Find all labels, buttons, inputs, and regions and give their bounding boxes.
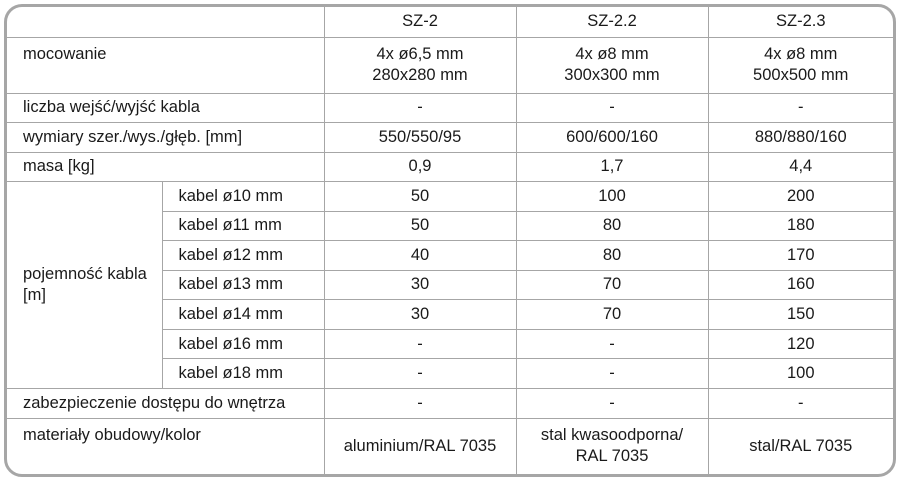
table-cell: 70 (516, 270, 708, 300)
row-label-masa: masa [kg] (7, 152, 324, 182)
table-cell: 100 (516, 182, 708, 212)
table-cell (708, 37, 893, 93)
sub-row-label: kabel ø11 mm (162, 211, 324, 241)
sub-row-label: kabel ø10 mm (162, 182, 324, 212)
table-row (7, 388, 893, 418)
sub-row-label: kabel ø13 mm (162, 270, 324, 300)
table-cell: 150 (708, 300, 893, 330)
table-row (7, 37, 893, 93)
table-cell: 1,7 (516, 152, 708, 182)
sub-row-label: kabel ø16 mm (162, 329, 324, 359)
table-cell (324, 37, 516, 93)
table-row (7, 93, 893, 123)
table-cell: 80 (516, 241, 708, 271)
row-label-materialy: materiały obudowy/kolor (7, 418, 324, 474)
cell-line: stal/RAL 7035 (749, 436, 853, 455)
table-cell: - (324, 329, 516, 359)
table-row (7, 152, 893, 182)
table-cell: 50 (324, 211, 516, 241)
spec-table-frame (4, 4, 896, 477)
cell-line: 4x ø8 mm (575, 45, 649, 63)
header-row (7, 7, 893, 37)
table-cell: 120 (708, 329, 893, 359)
cell-line: 280x280 mm (372, 66, 468, 84)
table-cell: - (516, 329, 708, 359)
cell-line: aluminium/RAL 7035 (343, 436, 497, 455)
table-cell: - (516, 93, 708, 123)
table-cell: - (516, 359, 708, 389)
pojemnosc-label-line2: [m] (23, 285, 46, 304)
column-header-sz-2-3: SZ-2.3 (708, 7, 893, 37)
table-cell: 100 (708, 359, 893, 389)
sub-row-label: kabel ø12 mm (162, 241, 324, 271)
table-cell: 40 (324, 241, 516, 271)
table-cell: 70 (516, 300, 708, 330)
table-cell: 200 (708, 182, 893, 212)
pojemnosc-label-line1: pojemność kabla (23, 264, 147, 283)
cell-line: 300x300 mm (564, 66, 660, 84)
spec-table (7, 7, 893, 474)
row-label-zabezpieczenie: zabezpieczenie dostępu do wnętrza (7, 388, 324, 418)
table-row (7, 123, 893, 153)
table-cell: 160 (708, 270, 893, 300)
row-label-mocowanie: mocowanie (7, 37, 324, 93)
column-header-sz-2-2: SZ-2.2 (516, 7, 708, 37)
table-cell: - (516, 388, 708, 418)
cell-line: RAL 7035 (575, 447, 649, 466)
table-cell: - (708, 93, 893, 123)
table-cell: - (324, 388, 516, 418)
table-row (7, 418, 893, 474)
cell-line: 4x ø8 mm (764, 45, 838, 63)
table-cell: 50 (324, 182, 516, 212)
table-cell (708, 418, 893, 474)
table-cell: 30 (324, 270, 516, 300)
sub-row-label: kabel ø14 mm (162, 300, 324, 330)
row-label-liczba-wejsc: liczba wejść/wyjść kabla (7, 93, 324, 123)
table-cell: 170 (708, 241, 893, 271)
table-cell (516, 37, 708, 93)
table-cell: - (708, 388, 893, 418)
table-cell: 4,4 (708, 152, 893, 182)
table-cell: 30 (324, 300, 516, 330)
row-label-pojemnosc-kabla (7, 182, 162, 389)
table-cell: 550/550/95 (324, 123, 516, 153)
cell-line: 4x ø6,5 mm (376, 45, 464, 63)
table-cell: 600/600/160 (516, 123, 708, 153)
sub-row-label: kabel ø18 mm (162, 359, 324, 389)
table-cell: 80 (516, 211, 708, 241)
header-corner-cell (7, 7, 324, 37)
table-cell: 880/880/160 (708, 123, 893, 153)
table-cell: - (324, 93, 516, 123)
cell-line: stal kwasoodporna/ (540, 426, 684, 445)
table-cell (516, 418, 708, 474)
column-header-sz-2: SZ-2 (324, 7, 516, 37)
table-row (7, 182, 893, 212)
table-cell (324, 418, 516, 474)
table-cell: 0,9 (324, 152, 516, 182)
table-cell: - (324, 359, 516, 389)
row-label-wymiary: wymiary szer./wys./głęb. [mm] (7, 123, 324, 153)
table-cell: 180 (708, 211, 893, 241)
cell-line: 500x500 mm (753, 66, 849, 84)
